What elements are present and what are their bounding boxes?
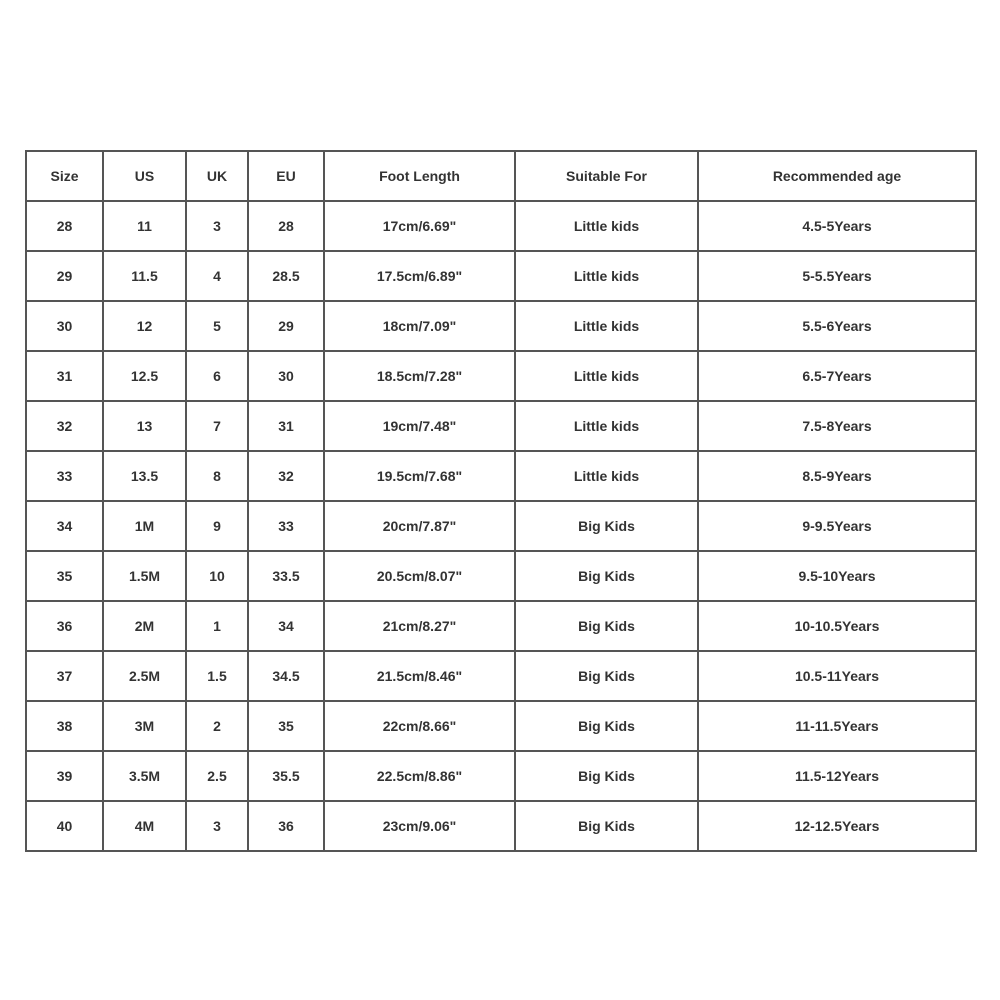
cell-foot-length: 20.5cm/8.07"	[324, 551, 515, 601]
cell-suitable-for: Big Kids	[515, 651, 698, 701]
cell-size: 37	[26, 651, 103, 701]
cell-eu: 30	[248, 351, 324, 401]
cell-recommended-age: 5-5.5Years	[698, 251, 976, 301]
cell-foot-length: 19.5cm/7.68"	[324, 451, 515, 501]
cell-size: 31	[26, 351, 103, 401]
cell-eu: 32	[248, 451, 324, 501]
cell-recommended-age: 12-12.5Years	[698, 801, 976, 851]
table-row	[26, 401, 976, 451]
cell-us: 2M	[103, 601, 186, 651]
cell-foot-length: 21.5cm/8.46"	[324, 651, 515, 701]
table-row	[26, 251, 976, 301]
cell-suitable-for: Little kids	[515, 201, 698, 251]
cell-us: 1M	[103, 501, 186, 551]
cell-us: 2.5M	[103, 651, 186, 701]
cell-eu: 34.5	[248, 651, 324, 701]
cell-recommended-age: 10.5-11Years	[698, 651, 976, 701]
table-row	[26, 751, 976, 801]
cell-size: 36	[26, 601, 103, 651]
table-row	[26, 451, 976, 501]
cell-size: 30	[26, 301, 103, 351]
table-row	[26, 501, 976, 551]
cell-foot-length: 22.5cm/8.86"	[324, 751, 515, 801]
cell-size: 34	[26, 501, 103, 551]
cell-suitable-for: Big Kids	[515, 751, 698, 801]
cell-suitable-for: Big Kids	[515, 551, 698, 601]
cell-us: 13	[103, 401, 186, 451]
cell-uk: 3	[186, 801, 248, 851]
cell-eu: 35.5	[248, 751, 324, 801]
cell-us: 3M	[103, 701, 186, 751]
size-chart-table	[25, 150, 977, 852]
cell-us: 1.5M	[103, 551, 186, 601]
cell-uk: 2.5	[186, 751, 248, 801]
cell-uk: 4	[186, 251, 248, 301]
table-row	[26, 351, 976, 401]
cell-us: 13.5	[103, 451, 186, 501]
cell-uk: 1.5	[186, 651, 248, 701]
cell-recommended-age: 11-11.5Years	[698, 701, 976, 751]
table-row	[26, 601, 976, 651]
cell-suitable-for: Big Kids	[515, 601, 698, 651]
cell-recommended-age: 9.5-10Years	[698, 551, 976, 601]
cell-size: 40	[26, 801, 103, 851]
cell-eu: 29	[248, 301, 324, 351]
header-size: Size	[26, 151, 103, 201]
cell-eu: 33	[248, 501, 324, 551]
cell-uk: 6	[186, 351, 248, 401]
cell-us: 12	[103, 301, 186, 351]
cell-recommended-age: 10-10.5Years	[698, 601, 976, 651]
cell-recommended-age: 11.5-12Years	[698, 751, 976, 801]
table-row	[26, 651, 976, 701]
header-foot-length: Foot Length	[324, 151, 515, 201]
table-row	[26, 701, 976, 751]
cell-eu: 28	[248, 201, 324, 251]
header-us: US	[103, 151, 186, 201]
cell-size: 39	[26, 751, 103, 801]
cell-size: 38	[26, 701, 103, 751]
cell-recommended-age: 4.5-5Years	[698, 201, 976, 251]
cell-foot-length: 17cm/6.69"	[324, 201, 515, 251]
cell-uk: 5	[186, 301, 248, 351]
cell-suitable-for: Big Kids	[515, 501, 698, 551]
header-recommended-age: Recommended age	[698, 151, 976, 201]
cell-us: 11.5	[103, 251, 186, 301]
cell-recommended-age: 9-9.5Years	[698, 501, 976, 551]
cell-recommended-age: 7.5-8Years	[698, 401, 976, 451]
cell-foot-length: 18cm/7.09"	[324, 301, 515, 351]
header-suitable-for: Suitable For	[515, 151, 698, 201]
cell-size: 35	[26, 551, 103, 601]
header-row	[26, 151, 976, 201]
table-row	[26, 551, 976, 601]
cell-foot-length: 18.5cm/7.28"	[324, 351, 515, 401]
cell-uk: 10	[186, 551, 248, 601]
table-body	[26, 201, 976, 851]
cell-recommended-age: 8.5-9Years	[698, 451, 976, 501]
cell-uk: 8	[186, 451, 248, 501]
cell-us: 12.5	[103, 351, 186, 401]
cell-uk: 9	[186, 501, 248, 551]
cell-foot-length: 17.5cm/6.89"	[324, 251, 515, 301]
cell-foot-length: 20cm/7.87"	[324, 501, 515, 551]
cell-suitable-for: Little kids	[515, 351, 698, 401]
cell-suitable-for: Big Kids	[515, 701, 698, 751]
cell-suitable-for: Little kids	[515, 301, 698, 351]
cell-suitable-for: Little kids	[515, 401, 698, 451]
cell-us: 4M	[103, 801, 186, 851]
table-row	[26, 301, 976, 351]
cell-uk: 7	[186, 401, 248, 451]
cell-size: 29	[26, 251, 103, 301]
cell-eu: 33.5	[248, 551, 324, 601]
cell-eu: 28.5	[248, 251, 324, 301]
cell-us: 11	[103, 201, 186, 251]
cell-uk: 3	[186, 201, 248, 251]
table-row	[26, 201, 976, 251]
header-uk: UK	[186, 151, 248, 201]
cell-recommended-age: 6.5-7Years	[698, 351, 976, 401]
cell-uk: 1	[186, 601, 248, 651]
header-eu: EU	[248, 151, 324, 201]
table-row	[26, 801, 976, 851]
cell-suitable-for: Little kids	[515, 451, 698, 501]
cell-foot-length: 21cm/8.27"	[324, 601, 515, 651]
cell-eu: 34	[248, 601, 324, 651]
cell-recommended-age: 5.5-6Years	[698, 301, 976, 351]
cell-size: 33	[26, 451, 103, 501]
cell-suitable-for: Little kids	[515, 251, 698, 301]
cell-suitable-for: Big Kids	[515, 801, 698, 851]
cell-foot-length: 19cm/7.48"	[324, 401, 515, 451]
cell-uk: 2	[186, 701, 248, 751]
cell-eu: 36	[248, 801, 324, 851]
cell-us: 3.5M	[103, 751, 186, 801]
cell-eu: 35	[248, 701, 324, 751]
cell-size: 28	[26, 201, 103, 251]
cell-foot-length: 23cm/9.06"	[324, 801, 515, 851]
cell-foot-length: 22cm/8.66"	[324, 701, 515, 751]
cell-eu: 31	[248, 401, 324, 451]
cell-size: 32	[26, 401, 103, 451]
